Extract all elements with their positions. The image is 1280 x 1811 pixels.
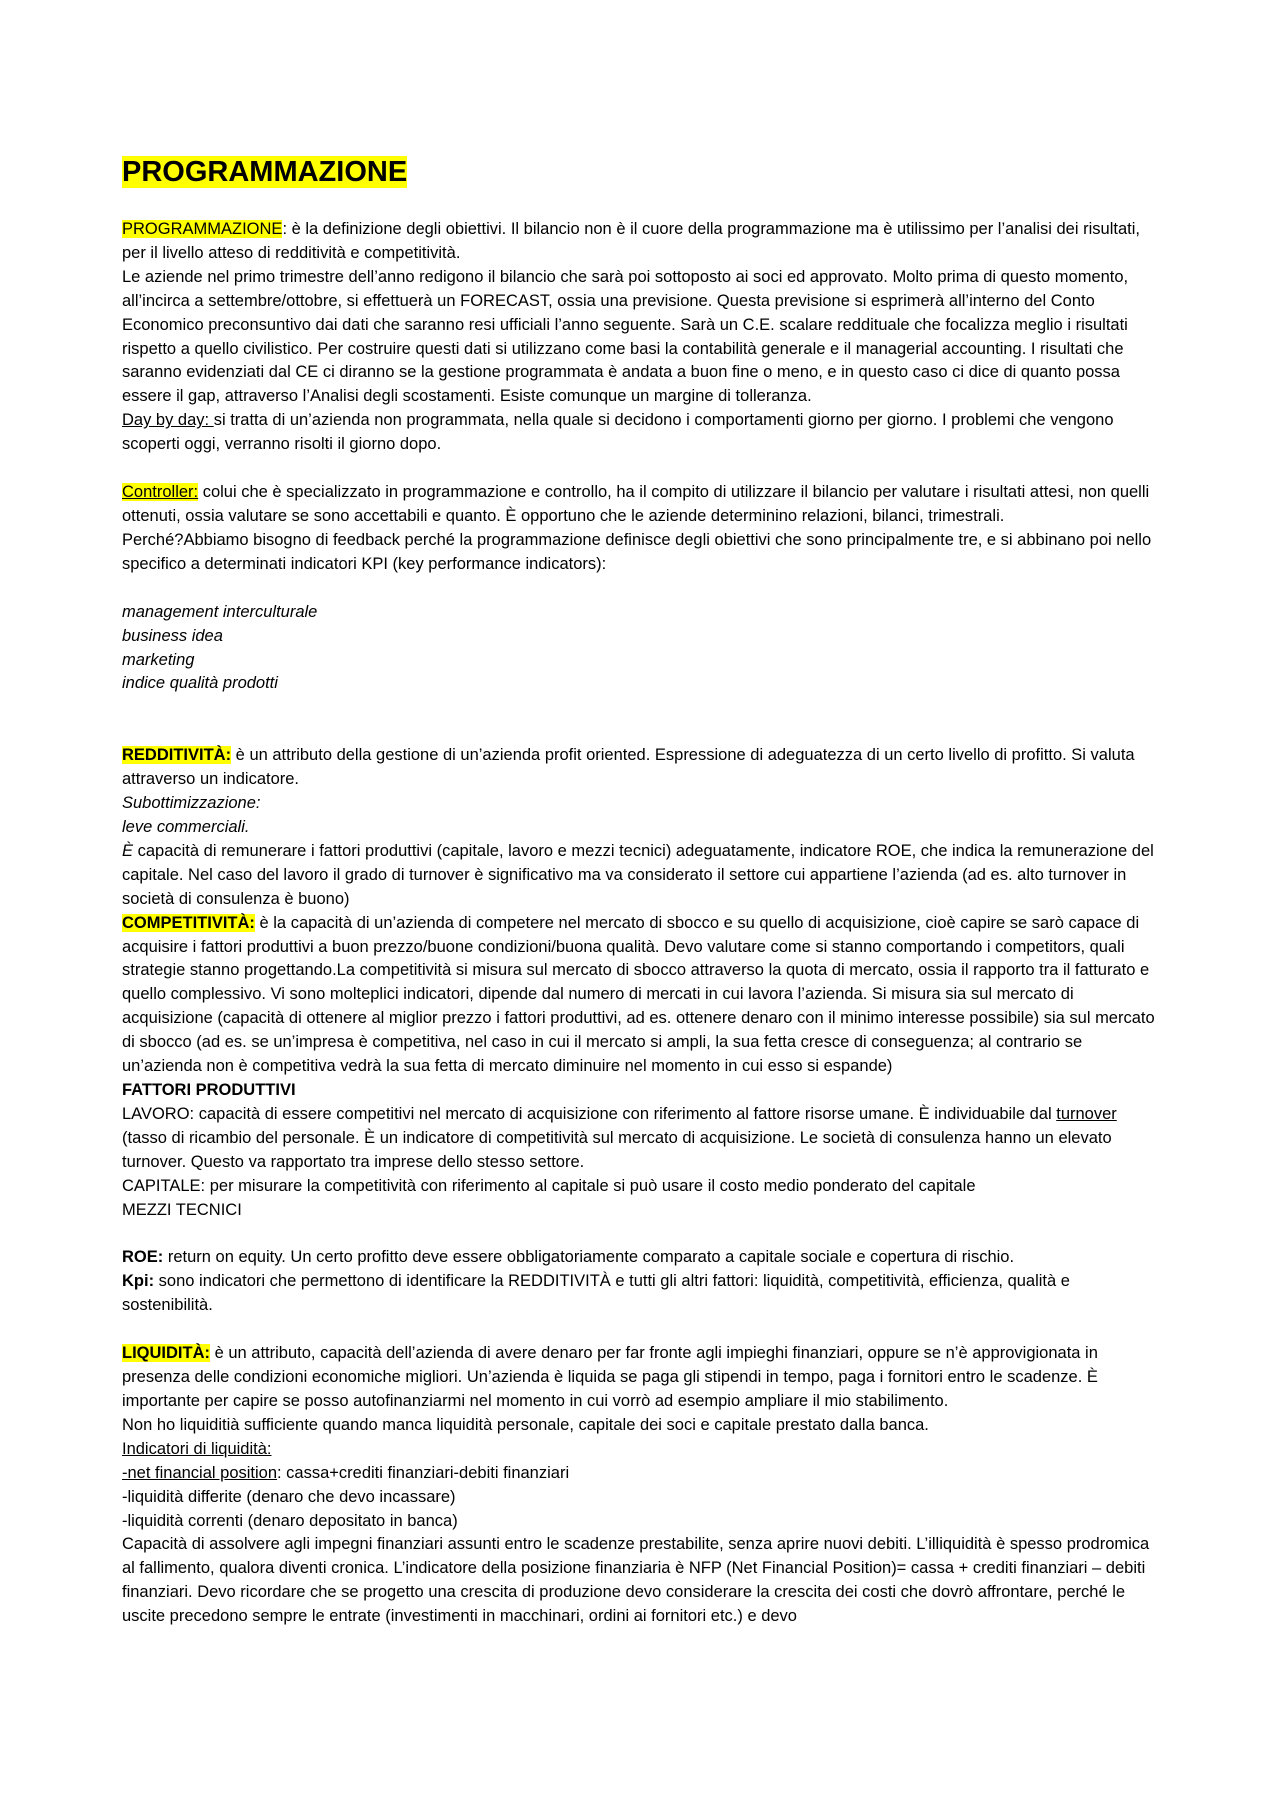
term-net-financial-position: -net financial position xyxy=(122,1463,278,1482)
competitivita-paragraph: COMPETITIVITÀ: è la capacità di un’azienda di competere nel mercato di sbocco e su quello di acquisizione, cioè capire se sarò capace di acquisire i fattori produttivi a buon prezzo/buone condizioni/buona qualità. Devo valutare come si stanno comportando i competitors, quali strategie stanno progettando.La competitività si misura sul mercato di sbocco attraverso la quota di mercato, ossia il rapporto tra il fatturato e quello complessivo. Vi sono molteplici indicatori, dipende dal numero di mercati in cui lavora l’azienda. Si misura sia sul mercato di acquisizione (capacità di ottenere al miglior prezzo i fattori produttivi, ad es. ottenere denaro con il minimo interesse possibile) sia sul mercato di sbocco (ad es. se un’impresa è competitiva, nel caso in cui il mercato si ampli, la sua fetta cresce di conseguenza; al contrario se un’azienda non è competitiva vedrà la sua fetta di mercato diminuire nel momento in cui esso si espande) xyxy=(122,913,1155,1076)
term-programmazione: PROGRAMMAZIONE xyxy=(122,220,283,238)
illiquidita-paragraph: Capacità di assolvere agli impegni finanziari assunti entro le scadenze prestabilite, senza aprire nuovi debiti. L’illiquidità è spesso prodromica al fallimento, qualora diventi cronica. L’indicatore della posizione finanziaria è NFP (Net Financial Position)= cassa + crediti finanziari – debiti finanziari. Devo ricordare che se progetto una crescita di produzione devo considerare la crescita dei costi che dovrò affrontare, perché le uscite precedono sempre le entrate (investimenti in macchinari, ordini ai fornitori etc.) e devo xyxy=(122,1535,1150,1626)
liquidita-paragraph: LIQUIDITÀ: è un attributo, capacità dell’azienda di avere denaro per far fronte agli impieghi finanziari, oppure se n’è approvigionata in presenza delle condizioni economiche migliori. Un’azienda è liquida se paga gli stipendi in tempo, paga i fornitori entro le scadenze. È importante per capire se posso autofinanziarmi nel momento in cui vorrò ad esempio ampliare il mio stabilimento. xyxy=(122,1344,1098,1410)
intro-paragraph: PROGRAMMAZIONE: è la definizione degli obiettivi. Il bilancio non è il cuore della programmazione ma è utilissimo per l’analisi dei risultati, per il livello atteso di redditività e competitività. xyxy=(122,220,1140,262)
objective-item: marketing xyxy=(122,650,195,669)
kpi-paragraph: Kpi: sono indicatori che permettono di identificare la REDDITIVITÀ e tutti gli altri fattori: liquidità, competitività, efficienza, qualità e sostenibilità. xyxy=(122,1272,1070,1315)
controller-paragraph: Controller: colui che è specializzato in programmazione e controllo, ha il compito di utilizzare il bilancio per valutare i risultati attesi, non quelli ottenuti, ossia valutare se sono accettabili e quanto. È opportuno che le aziende determinino relazioni, bilanci, trimestrali. xyxy=(122,483,1150,525)
term-controller: Controller: xyxy=(122,483,199,502)
term-roe: ROE: xyxy=(122,1248,164,1267)
forecast-paragraph: Le aziende nel primo trimestre dell’anno redigono il bilancio che sarà poi sottoposto ai soci ed approvato. Molto prima di questo momento, all’incirca a settembre/ottobre, si effettuerà un FORECAST, ossia una previsione. Questa previsione si esprimerà all’interno del Conto Economico preconsuntivo dai dati che saranno resi ufficiali l’anno seguente. Sarà un C.E. scalare reddituale che focalizza meglio i risultati rispetto a quello civilistico. Per costruire questi dati si utilizzano come basi la contabilità generale e il managerial accounting. I risultati che saranno evidenziati dal CE ci diranno se la gestione programmata è andata a buon fine o meno, e in questo caso ci dice di quanto possa essere il gap, attraverso l’Analisi degli scostamenti. Esiste comunque un margine di tolleranza. xyxy=(122,267,1129,406)
term-liquidita: LIQUIDITÀ: xyxy=(122,1344,210,1363)
roe-paragraph: ROE: return on equity. Un certo profitto deve essere obbligatoriamente comparato a capitale sociale e copertura di rischio. xyxy=(122,1248,1015,1267)
day-by-day-paragraph: Day by day: si tratta di un’azienda non programmata, nella quale si decidono i comportamenti giorno per giorno. I problemi che vengono scoperti oggi, verranno risolti il giorno dopo. xyxy=(122,411,1114,454)
nfp-line: -net financial position: cassa+crediti finanziari-debiti finanziari xyxy=(122,1463,570,1482)
term-kpi: Kpi: xyxy=(122,1272,155,1291)
objective-item: indice qualità prodotti xyxy=(122,674,278,693)
term-redditivita: REDDITIVITÀ: xyxy=(122,746,232,765)
mezzi-tecnici-line: MEZZI TECNICI xyxy=(122,1200,242,1219)
document-page xyxy=(122,150,1162,1629)
liquidita-sufficiente-paragraph: Non ho liquiditià sufficiente quando manca liquidità personale, capitale dei soci e capitale prestato dalla banca. xyxy=(122,1415,929,1434)
liquidita-differite-line: -liquidità differite (denaro che devo incassare) xyxy=(122,1487,456,1506)
liquidita-correnti-line: -liquidità correnti (denaro depositato in banca) xyxy=(122,1511,458,1530)
indicatori-liquidita-heading: Indicatori di liquidità: xyxy=(122,1439,272,1458)
leve-commerciali-line: leve commerciali. xyxy=(122,818,250,837)
term-turnover: turnover xyxy=(1056,1104,1117,1123)
subottimizzazione-line: Subottimizzazione: xyxy=(122,794,261,813)
lavoro-paragraph: LAVORO: capacità di essere competitivi nel mercato di acquisizione con riferimento al fattore risorse umane. È individuabile dal turnover (tasso di ricambio del personale. È un indicatore di competitività sul mercato di acquisizione. Le società di consulenza hanno un elevato turnover. Questo va rapportato tra imprese dello stesso settore. xyxy=(122,1104,1117,1171)
objective-item: business idea xyxy=(122,626,223,645)
capitale-paragraph: CAPITALE: per misurare la competitività con riferimento al capitale si può usare il costo medio ponderato del capitale xyxy=(122,1176,976,1195)
page-title xyxy=(122,150,1162,194)
remunerazione-paragraph: È capacità di remunerare i fattori produttivi (capitale, lavoro e mezzi tecnici) adeguatamente, indicatore ROE, che indica la remunerazione del capitale. Nel caso del lavoro il grado di turnover è significativo ma va considerato il settore cui appartiene l’azienda (ad es. alto turnover in società di consulenza è buono) xyxy=(122,841,1154,908)
term-day-by-day: Day by day: xyxy=(122,411,214,430)
term-competitivita: COMPETITIVITÀ: xyxy=(122,913,255,932)
perche-paragraph: Perché?Abbiamo bisogno di feedback perché la programmazione definisce degli obiettivi che sono principalmente tre, e si abbinano poi nello specifico a determinati indicatori KPI (key performance indicators): xyxy=(122,530,1152,573)
title-highlight: PROGRAMMAZIONE xyxy=(122,156,408,188)
redditivita-paragraph: REDDITIVITÀ: è un attributo della gestione di un’azienda profit oriented. Espressione di adeguatezza di un certo livello di profitto. Si valuta attraverso un indicatore. xyxy=(122,746,1135,789)
fattori-produttivi-heading: FATTORI PRODUTTIVI xyxy=(122,1081,296,1099)
objective-item: management interculturale xyxy=(122,602,318,621)
